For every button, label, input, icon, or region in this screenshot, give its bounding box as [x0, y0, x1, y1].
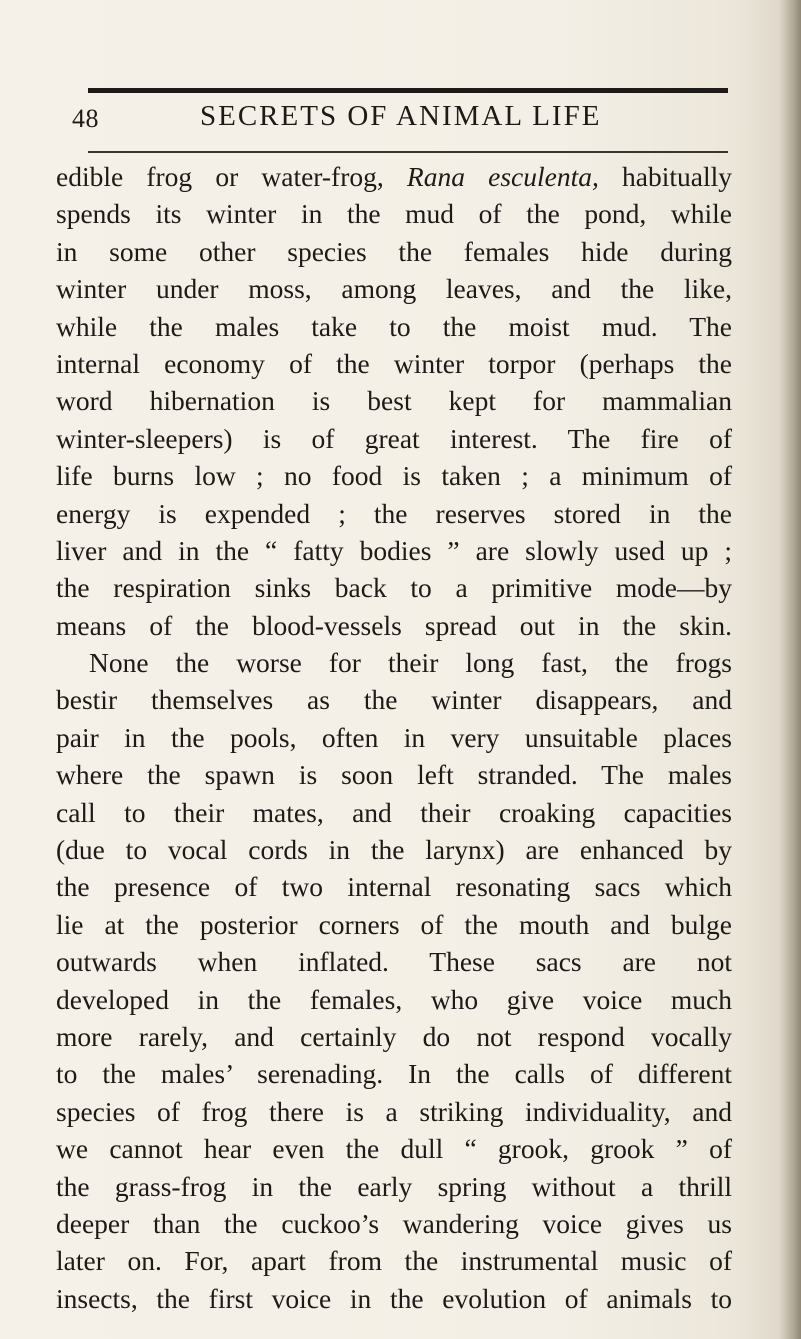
page-number: 48	[72, 104, 99, 133]
text-line: in some other species the females hide during	[56, 235, 732, 267]
text-line: insects, the first voice in the evolution of animals to	[56, 1282, 732, 1314]
text-line: outwards when inflated. These sacs are not	[56, 946, 732, 978]
text-line: winter under moss, among leaves, and the like,	[56, 273, 732, 305]
text-line: None the worse for their long fast, the frogs	[89, 647, 732, 679]
text-line: means of the blood-vessels spread out in the skin.	[56, 609, 732, 641]
text-line: more rarely, and certainly do not respond vocally	[56, 1020, 732, 1052]
running-head: SECRETS OF ANIMAL LIFE	[200, 100, 602, 132]
text-segment: habitually	[598, 161, 732, 192]
text-line: energy is expended ; the reserves stored in the	[56, 497, 732, 529]
text-line: word hibernation is best kept for mammalian	[56, 385, 732, 417]
text-line: while the males take to the moist mud. The	[56, 310, 732, 342]
page-header	[72, 100, 732, 140]
text-line: to the males’ serenading. In the calls of different	[56, 1058, 732, 1090]
text-line: deeper than the cuckoo’s wandering voice gives us	[56, 1207, 732, 1239]
top-rule	[88, 88, 728, 93]
header-rule	[88, 151, 728, 153]
text-line: we cannot hear even the dull “ grook, grook ” of	[56, 1133, 732, 1165]
text-line: life burns low ; no food is taken ; a minimum of	[56, 460, 732, 492]
text-line: (due to vocal cords in the larynx) are enhanced by	[56, 834, 732, 866]
text-line: spends its winter in the mud of the pond, while	[56, 198, 732, 230]
text-line: developed in the females, who give voice much	[56, 983, 732, 1015]
text-line: lie at the posterior corners of the mouth and bulge	[56, 908, 732, 940]
text-line: the respiration sinks back to a primitive mode—by	[56, 572, 732, 604]
text-line: liver and in the “ fatty bodies ” are slowly used up ;	[56, 534, 732, 566]
body-text	[56, 158, 732, 1317]
text-line: later on. For, apart from the instrumental music of	[56, 1245, 732, 1277]
text-line: pair in the pools, often in very unsuitable places	[56, 721, 732, 753]
text-line: winter-sleepers) is of great interest. The fire of	[56, 422, 732, 454]
species-name-italic: Rana esculenta,	[406, 161, 599, 192]
text-line: species of frog there is a striking individuality, and	[56, 1095, 732, 1127]
text-line: internal economy of the winter torpor (perhaps the	[56, 347, 732, 379]
text-segment: edible frog or water-frog,	[56, 161, 407, 192]
text-line: call to their mates, and their croaking capacities	[56, 796, 732, 828]
text-line: bestir themselves as the winter disappears, and	[56, 684, 732, 716]
text-line: the presence of two internal resonating sacs which	[56, 871, 732, 903]
text-line	[56, 158, 732, 195]
text-line: the grass-frog in the early spring without a thrill	[56, 1170, 732, 1202]
text-line: where the spawn is soon left stranded. The males	[56, 759, 732, 791]
page-edge-shadow	[779, 0, 801, 1339]
